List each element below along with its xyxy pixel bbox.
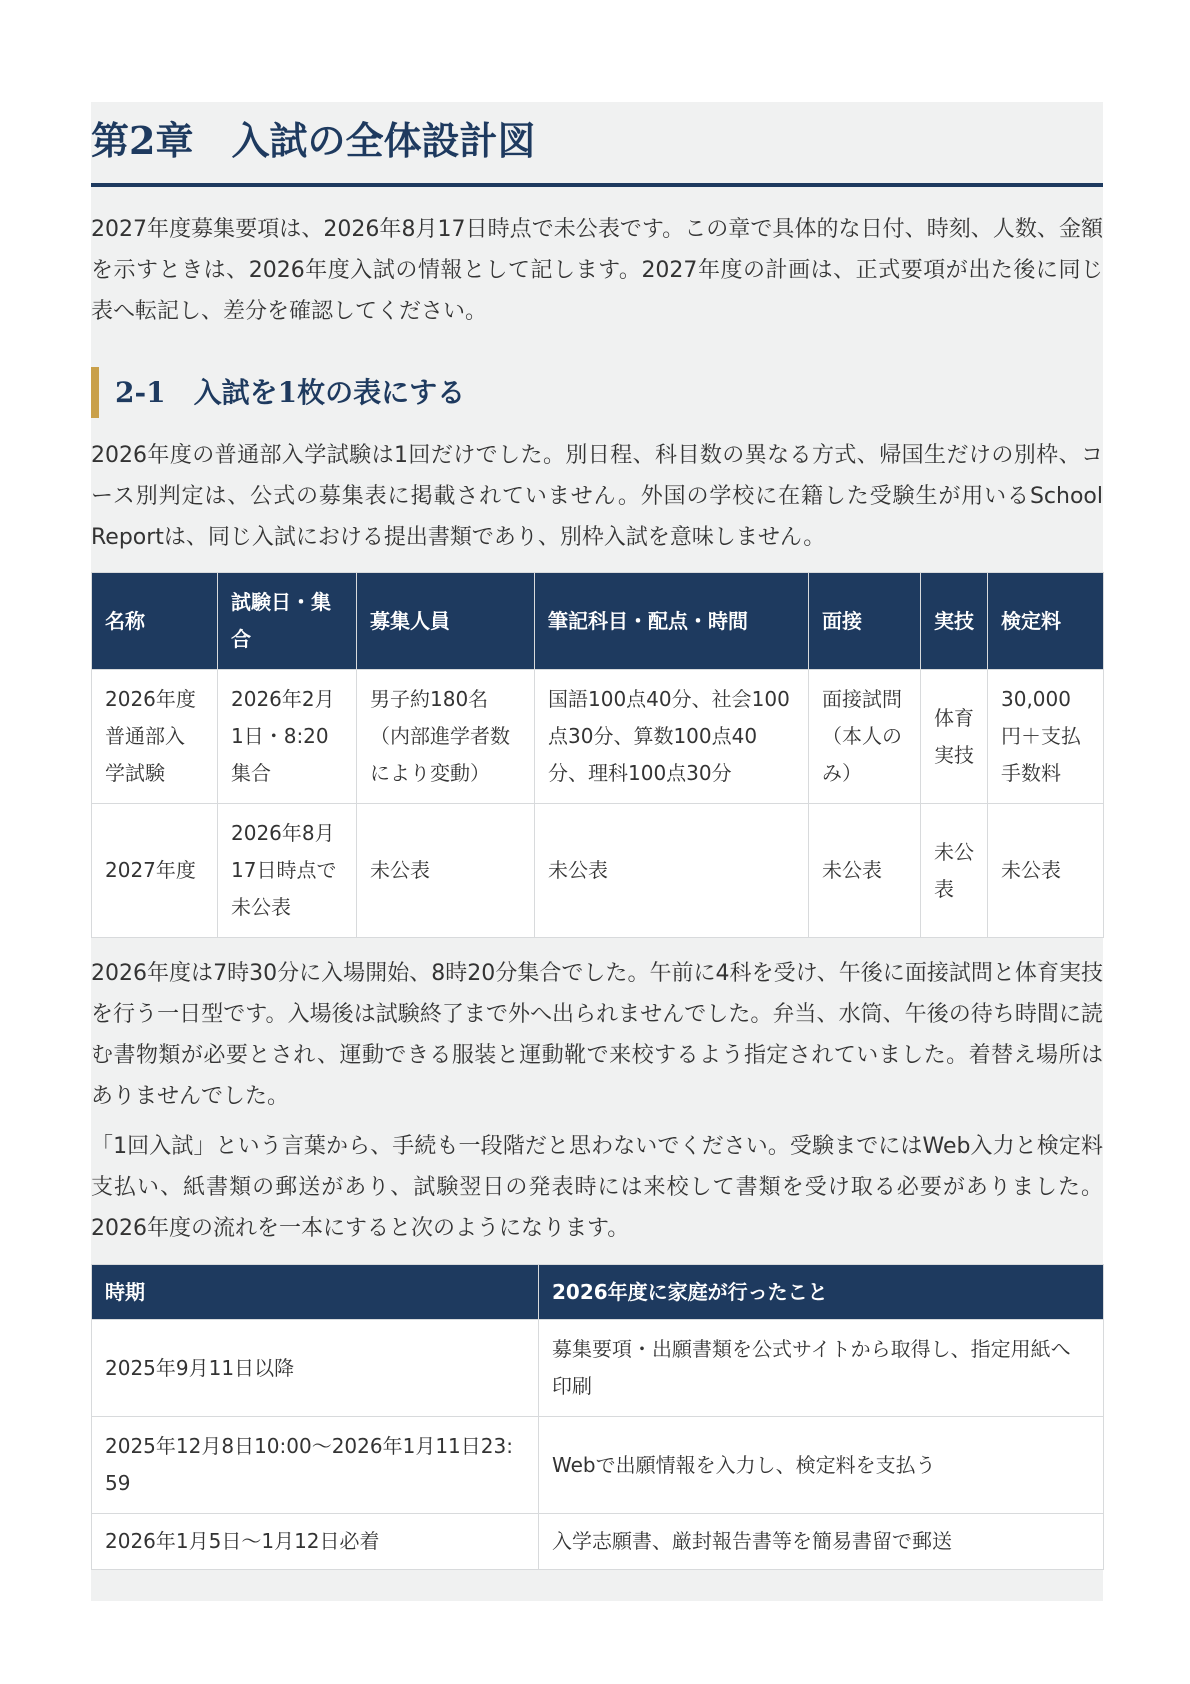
table-cell: Webで出願情報を入力し、検定料を支払う bbox=[539, 1417, 1104, 1514]
column-header-exam-date: 試験日・集合 bbox=[218, 573, 357, 670]
column-header-family-action: 2026年度に家庭が行ったこと bbox=[539, 1265, 1104, 1320]
section-heading: 2-1 入試を1枚の表にする bbox=[91, 367, 1103, 418]
table-row bbox=[92, 1514, 1104, 1570]
table-cell: 未公表 bbox=[809, 804, 921, 938]
table-cell: 未公表 bbox=[357, 804, 535, 938]
table-cell: 未公表 bbox=[988, 804, 1104, 938]
schedule-table bbox=[91, 1264, 1104, 1570]
column-header-practical: 実技 bbox=[921, 573, 988, 670]
table-cell: 2027年度 bbox=[92, 804, 218, 938]
intro-paragraph: 2027年度募集要項は、2026年8月17日時点で未公表です。この章で具体的な日付、時刻、人数、金額を示すときは、2026年度入試の情報として記します。2027年度の計画は、正式要項が出た後に同じ表へ転記し、差分を確認してください。 bbox=[91, 217, 1103, 324]
table-cell: 2026年8月17日時点で未公表 bbox=[218, 804, 357, 938]
column-header-capacity: 募集人員 bbox=[357, 573, 535, 670]
table-row bbox=[92, 670, 1104, 804]
table-cell: 面接試問（本人のみ） bbox=[809, 670, 921, 804]
table-cell: 入学志願書、厳封報告書等を簡易書留で郵送 bbox=[539, 1514, 1104, 1570]
column-header-fee: 検定料 bbox=[988, 573, 1104, 670]
exam-table bbox=[91, 572, 1104, 938]
table-row bbox=[92, 1417, 1104, 1514]
table-cell: 未公表 bbox=[535, 804, 809, 938]
table-row bbox=[92, 804, 1104, 938]
table-cell: 未公表 bbox=[921, 804, 988, 938]
table-cell: 30,000円＋支払手数料 bbox=[988, 670, 1104, 804]
table-cell: 募集要項・出願書類を公式サイトから取得し、指定用紙へ印刷 bbox=[539, 1320, 1104, 1417]
procedure-paragraph: 「1回入試」という言葉から、手続も一段階だと思わないでください。受験までにはWeb入力と検定料支払い、紙書類の郵送があり、試験翌日の発表時には来校して書類を受け取る必要がありました。2026年度の流れを一本にすると次のようになります。 bbox=[91, 1134, 1103, 1241]
table-cell: 2025年12月8日10:00〜2026年1月11日23:59 bbox=[92, 1417, 539, 1514]
table-cell: 2026年1月5日〜1月12日必着 bbox=[92, 1514, 539, 1570]
table-cell: 2026年2月1日・8:20集合 bbox=[218, 670, 357, 804]
column-header-period: 時期 bbox=[92, 1265, 539, 1320]
table-cell: 男子約180名（内部進学者数により変動） bbox=[357, 670, 535, 804]
document-panel bbox=[91, 102, 1103, 1601]
table-cell: 体育実技 bbox=[921, 670, 988, 804]
column-header-interview: 面接 bbox=[809, 573, 921, 670]
table-cell: 2025年9月11日以降 bbox=[92, 1320, 539, 1417]
table-cell: 国語100点40分、社会100点30分、算数100点40分、理科100点30分 bbox=[535, 670, 809, 804]
table-header-row bbox=[92, 1265, 1104, 1320]
exam-day-paragraph: 2026年度は7時30分に入場開始、8時20分集合でした。午前に4科を受け、午後に面接試問と体育実技を行う一日型です。入場後は試験終了まで外へ出られませんでした。弁当、水筒、午後の待ち時間に読む書物類が必要とされ、運動できる服装と運動靴で来校するよう指定されていました。着替え場所はありませんでした。 bbox=[91, 961, 1103, 1109]
column-header-subjects: 筆記科目・配点・時間 bbox=[535, 573, 809, 670]
table-header-row bbox=[92, 573, 1104, 670]
column-header-name: 名称 bbox=[92, 573, 218, 670]
chapter-title: 第2章 入試の全体設計図 bbox=[91, 102, 1103, 187]
table-row bbox=[92, 1320, 1104, 1417]
table-cell: 2026年度普通部入学試験 bbox=[92, 670, 218, 804]
exam-overview-paragraph: 2026年度の普通部入学試験は1回だけでした。別日程、科目数の異なる方式、帰国生だけの別枠、コース別判定は、公式の募集表に掲載されていません。外国の学校に在籍した受験生が用いるSchool Reportは、同じ入試における提出書類であり、別枠入試を意味しません。 bbox=[91, 443, 1103, 550]
